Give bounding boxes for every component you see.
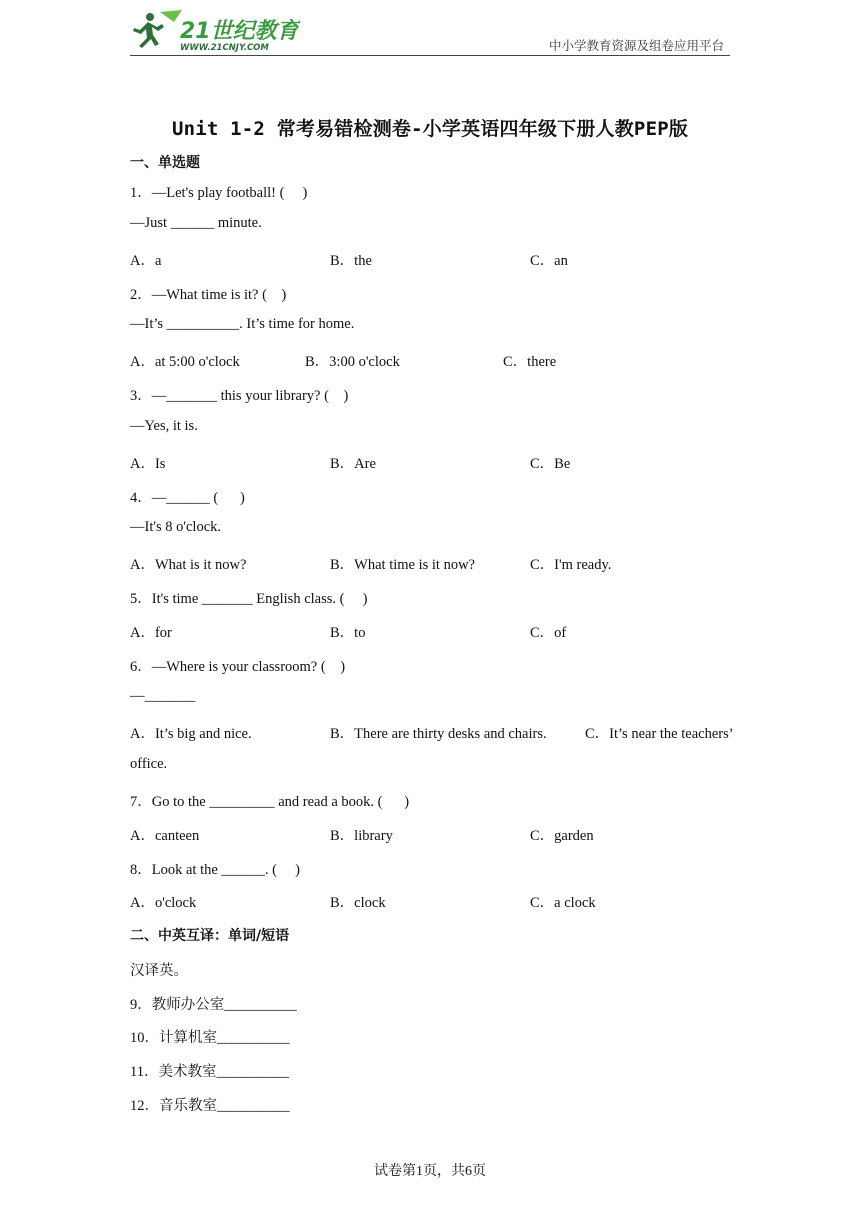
question-6-option-b: B．There are thirty desks and chairs. — [330, 726, 547, 742]
section-2-instruction: 汉译英。 — [130, 963, 188, 979]
header-divider — [130, 55, 730, 56]
question-6-stem: 6．—Where is your classroom? ( ) — [130, 659, 346, 675]
question-4-option-b: B．What time is it now? — [330, 557, 475, 573]
question-2-option-b: B．3:00 o'clock — [305, 354, 400, 370]
question-5-stem: 5．It's time _______ English class. ( ) — [130, 591, 368, 607]
question-6-option-a: A．It’s big and nice. — [130, 726, 252, 742]
question-6-option-c: C．It’s near the teachers’ — [585, 726, 734, 742]
question-5-option-b: B．to — [330, 625, 366, 641]
page-title: Unit 1-2 常考易错检测卷-小学英语四年级下册人教PEP版 — [171, 118, 689, 140]
question-8-stem: 8．Look at the ______. ( ) — [130, 862, 300, 878]
question-6-line2: —_______ — [130, 688, 196, 704]
question-8-option-b: B．clock — [330, 895, 386, 911]
question-2-stem: 2．—What time is it? ( ) — [130, 287, 287, 303]
question-8-option-c: C．a clock — [530, 895, 596, 911]
question-6-option-c-continuation: office. — [130, 756, 168, 772]
question-7-stem: 7．Go to the _________ and read a book. ( ) — [130, 794, 410, 810]
question-9: 9．教师办公室__________ — [130, 997, 297, 1013]
question-1-stem: 1．—Let's play football! ( ) — [130, 185, 308, 201]
site-logo — [130, 8, 300, 52]
logo-main-text: 21世纪教育 — [180, 19, 299, 44]
question-1-option-a: A．a — [130, 253, 162, 269]
question-2-option-c: C．there — [503, 354, 557, 370]
question-7-option-b: B．library — [330, 828, 393, 844]
question-7-option-a: A．canteen — [130, 828, 200, 844]
question-8-option-a: A．o'clock — [130, 895, 197, 911]
section-heading-single-choice: 一、单选题 — [130, 155, 200, 171]
question-3-option-b: B．Are — [330, 456, 376, 472]
question-4-option-c: C．I'm ready. — [530, 557, 612, 573]
question-11: 11．美术教室__________ — [130, 1064, 289, 1080]
question-10: 10．计算机室__________ — [130, 1030, 290, 1046]
question-2-option-a: A．at 5:00 o'clock — [130, 354, 240, 370]
question-5-option-c: C．of — [530, 625, 567, 641]
runner-icon — [133, 10, 182, 48]
question-4-line2: —It's 8 o'clock. — [130, 519, 222, 535]
question-3-option-a: A．Is — [130, 456, 166, 472]
question-1-line2: —Just ______ minute. — [130, 215, 262, 231]
question-12: 12．音乐教室__________ — [130, 1098, 290, 1114]
page-footer: 试卷第1页，共6页 — [374, 1164, 486, 1179]
platform-name: 中小学教育资源及组卷应用平台 — [548, 39, 724, 53]
question-5-option-a: A．for — [130, 625, 172, 641]
question-1-option-c: C．an — [530, 253, 568, 269]
question-7-option-c: C．garden — [530, 828, 594, 844]
section-heading-translation: 二、中英互译：单词/短语 — [130, 928, 290, 944]
question-1-option-b: B．the — [330, 253, 372, 269]
question-3-stem: 3．—_______ this your library? ( ) — [130, 388, 349, 404]
question-3-option-c: C．Be — [530, 456, 571, 472]
question-3-line2: —Yes, it is. — [130, 418, 198, 434]
page-header — [130, 0, 730, 56]
logo-url-text: WWW.21CNJY.COM — [180, 43, 269, 52]
question-4-option-a: A．What is it now? — [130, 557, 247, 573]
question-4-stem: 4．—______ ( ) — [130, 490, 245, 506]
question-2-line2: —It’s __________. It’s time for home. — [130, 316, 355, 332]
